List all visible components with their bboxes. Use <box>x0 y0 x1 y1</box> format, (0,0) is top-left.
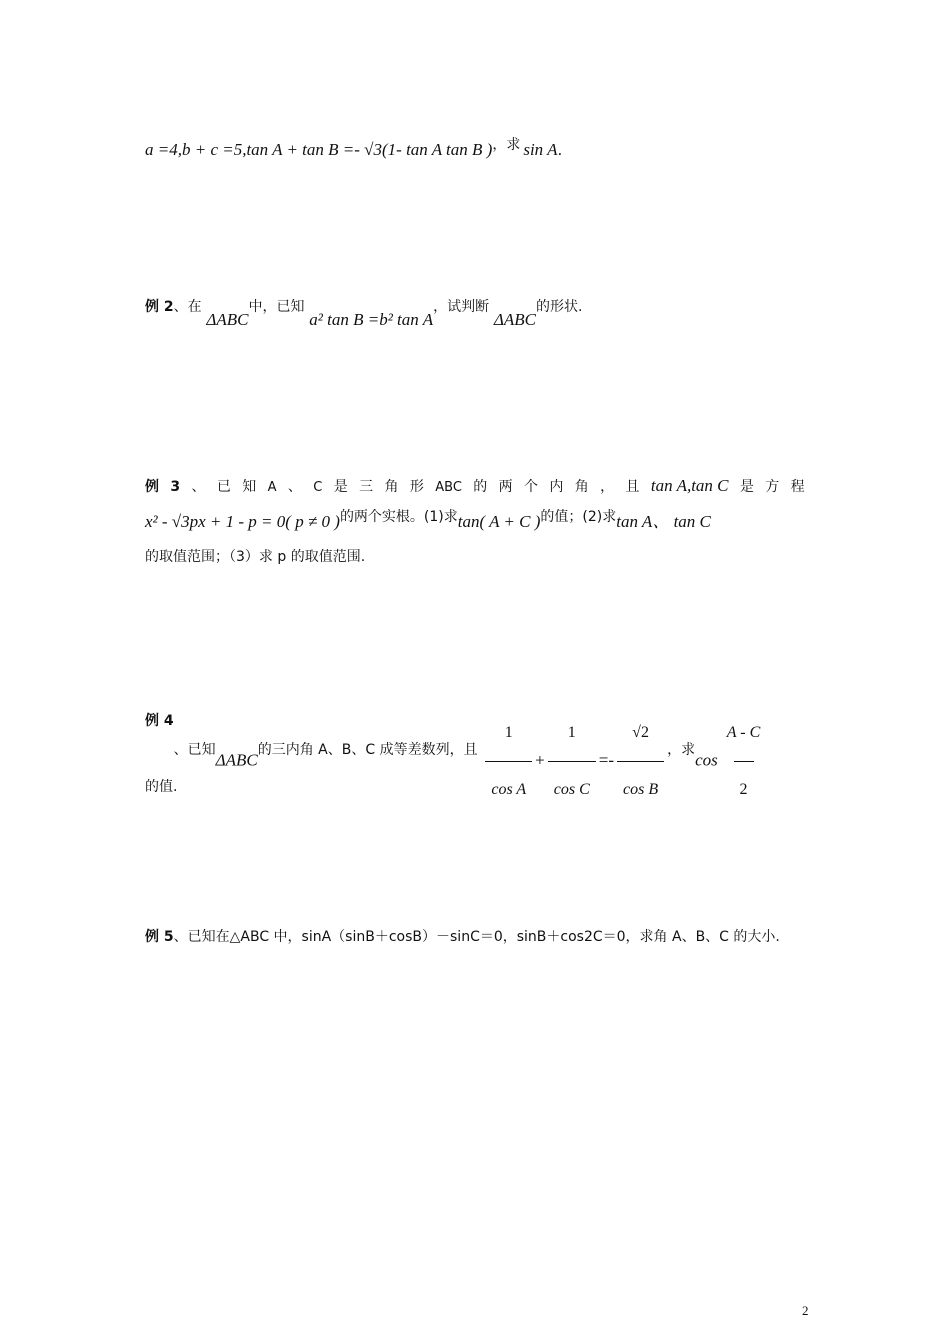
example-3-token: 、 <box>191 479 206 495</box>
numerator: 1 <box>504 724 513 741</box>
fraction <box>617 708 664 815</box>
quadratic-equation: x² - √3px + 1 - p = 0( p ≠ 0 ) <box>145 512 340 531</box>
example-3-token: ， <box>600 479 615 495</box>
example-3-token: ABC <box>435 480 462 495</box>
text-segment: ，试判断 <box>433 299 490 315</box>
text-segment: 的三内角 A、B、C 成等差数列，且 <box>257 741 478 758</box>
cos-function: cos <box>695 750 718 770</box>
example-3-token: C <box>313 480 323 495</box>
target-expression: sin A <box>523 140 558 159</box>
example-3-token: 三 <box>359 479 374 495</box>
denominator: 2 <box>734 761 754 815</box>
example-3-token: 3 <box>170 479 181 495</box>
operator: + <box>535 750 545 770</box>
text-segment: 的两个实根。(1)求 <box>339 509 458 525</box>
expression: tan( A + C ) <box>457 512 541 531</box>
denominator: cos A <box>485 761 532 815</box>
example-3-token: 、 <box>287 479 302 495</box>
page-number: 2 <box>802 1303 809 1318</box>
example-5 <box>145 926 780 947</box>
example-3-token: 知 <box>242 479 257 495</box>
example-label: 例 2 <box>145 299 174 315</box>
example-3-token: A <box>267 480 277 495</box>
comma: ， <box>492 137 507 153</box>
example-label: 例 4 <box>145 713 174 729</box>
example-3-token: 是 <box>333 479 348 495</box>
example-3-row-2 <box>145 509 711 533</box>
example-3-token: 是 <box>739 479 754 495</box>
fraction <box>721 708 766 815</box>
example-3-row-1 <box>145 476 805 498</box>
fraction <box>548 708 596 815</box>
triangle-symbol: ΔABC <box>206 310 249 329</box>
denominator: cos C <box>548 761 596 815</box>
triangle-symbol: ΔABC <box>493 310 536 329</box>
given-conditions-formula: a =4,b + c =5,tan A + tan B =- √3(1- tan A tan B ) <box>145 140 493 159</box>
numerator: 1 <box>567 724 576 741</box>
period: . <box>557 141 563 159</box>
equation: a² tan B =b² tan A <box>309 310 434 329</box>
text-segment: 的取值范围；（3）求 p 的取值范围. <box>145 549 366 565</box>
expression: tan A、 tan C <box>616 512 711 531</box>
text-segment: 的值. <box>145 779 178 795</box>
text-segment: ，求 <box>667 741 696 758</box>
problem-continuation <box>145 137 563 161</box>
numerator: A - C <box>726 724 761 741</box>
example-3-token: tan A,tan C <box>650 476 729 495</box>
example-3-token: 的 <box>473 479 488 495</box>
justified-row <box>145 476 805 498</box>
example-3-token: 已 <box>216 479 231 495</box>
example-3-token: 个 <box>524 479 539 495</box>
example-label: 例 5 <box>145 929 174 945</box>
example-3-token: 角 <box>574 479 589 495</box>
example-3-token: 内 <box>549 479 564 495</box>
triangle-symbol: ΔABC <box>215 750 258 770</box>
numerator: √2 <box>632 724 649 741</box>
text-segment: 、已知 <box>173 741 216 758</box>
example-3-token: 方 <box>765 479 780 495</box>
example-3-token: 程 <box>790 479 805 495</box>
example-3-token: 角 <box>384 479 399 495</box>
example-3-token: 且 <box>625 479 640 495</box>
text-segment: 、在 <box>173 299 202 315</box>
text-segment: 的值；(2)求 <box>540 509 617 525</box>
text-segment: 的形状. <box>535 299 583 315</box>
ask-text: 求 <box>506 137 521 153</box>
text-segment: 、已知在△ABC 中，sinA（sinB＋cosB）－sinC＝0，sinB＋cos2C＝0，求角 A、B、C 的大小. <box>173 929 780 945</box>
example-3-token: 形 <box>409 479 424 495</box>
fraction <box>485 708 532 815</box>
example-3-token: 两 <box>498 479 513 495</box>
example-4 <box>145 708 769 815</box>
example-4-row-2 <box>145 776 177 797</box>
example-3-token: 例 <box>145 479 159 495</box>
denominator: cos B <box>617 761 664 815</box>
example-2 <box>145 299 583 329</box>
operator: =- <box>598 750 615 770</box>
text-segment: 中，已知 <box>248 299 305 315</box>
example-3-row-3 <box>145 546 365 567</box>
